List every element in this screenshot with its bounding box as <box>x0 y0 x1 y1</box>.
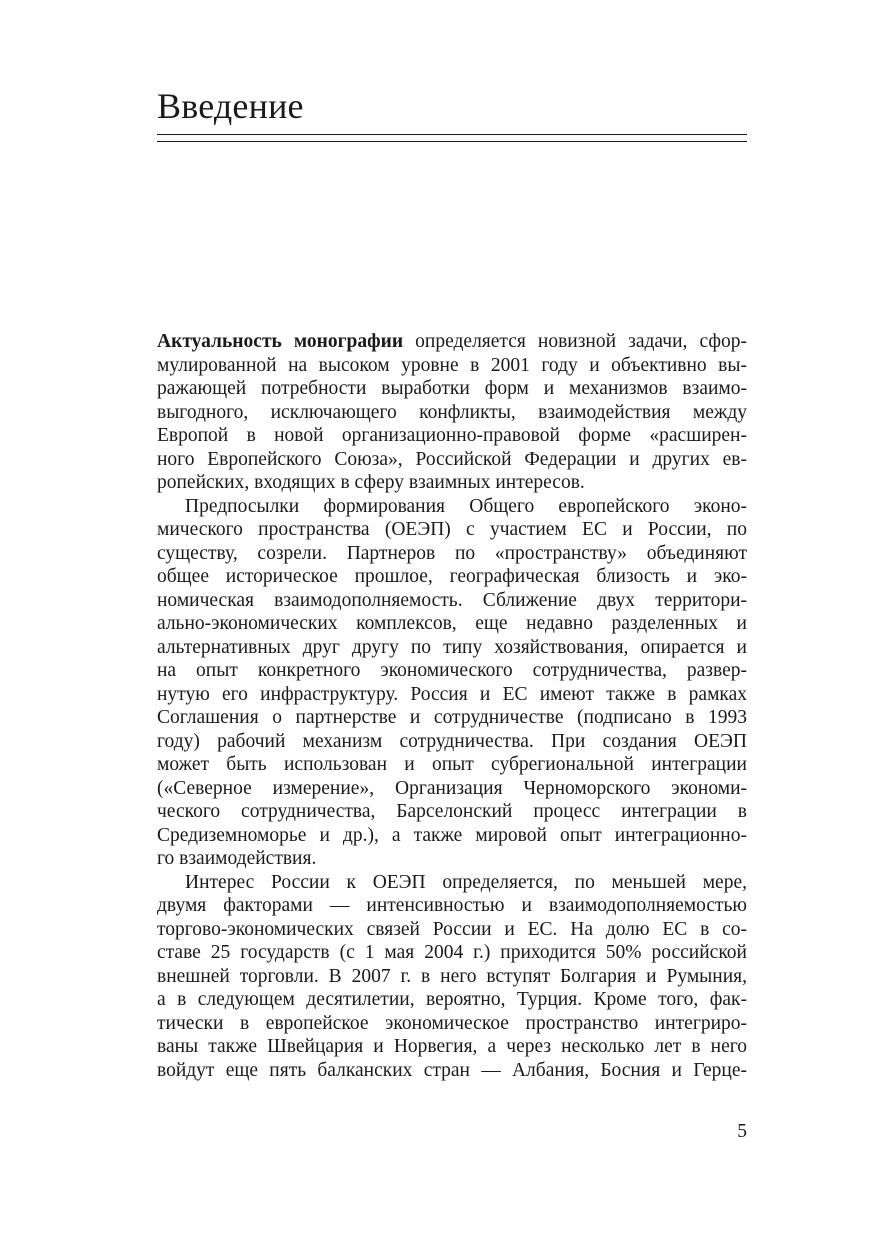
text-line: на опыт конкретного экономического сотрудничества, развер- <box>157 660 747 681</box>
text-line: номическая взаимодополняемость. Сближение двух территори- <box>157 589 747 611</box>
text-line: ного Европейского Союза», Российской Федерации и других ев- <box>157 448 747 470</box>
title-rule-top <box>157 134 747 135</box>
paragraph-3 <box>157 871 747 1083</box>
paragraph-2 <box>157 495 747 871</box>
text-line: торгово-экономических связей России и ЕС. На долю ЕС в со- <box>157 918 747 940</box>
text-line: ропейских, входящих в сферу взаимных интересов. <box>157 472 585 493</box>
text-line: ческого сотрудничества, Барселонский процесс интеграции в <box>157 801 747 822</box>
text-line: мического пространства (ОЕЭП) с участием ЕС и России, по <box>157 519 747 540</box>
chapter-title: Введение <box>157 86 304 126</box>
text-line: Интерес России к ОЕЭП определяется, по меньшей мере, <box>185 871 747 893</box>
text-line: а в следующем десятилетии, вероятно, Турция. Кроме того, фак- <box>157 989 747 1010</box>
text-line: Соглашения о партнерстве и сотрудничестве (подписано в 1993 <box>157 707 747 728</box>
text-line: Средиземноморье и др.), а также мировой опыт интеграционно- <box>157 824 747 846</box>
text-line: («Северное измерение», Организация Черноморского экономи- <box>157 777 747 799</box>
text-line: существу, созрели. Партнеров по «пространству» объединяют <box>157 542 747 564</box>
text-line: Европой в новой организационно-правовой форме «расширен- <box>157 425 747 446</box>
text-line: тически в европейское экономическое пространство интегриро- <box>157 1012 747 1034</box>
text-line: году) рабочий механизм сотрудничества. При создания ОЕЭП <box>157 730 747 752</box>
paragraph-1 <box>157 330 747 495</box>
text-line: ваны также Швейцария и Норвегия, а через несколько лет в него <box>157 1036 747 1057</box>
text-line: ражающей потребности выработки форм и механизмов взаимо- <box>157 378 747 399</box>
page-number: 5 <box>737 1121 747 1142</box>
text-line: войдут еще пять балканских стран — Албания, Босния и Герце- <box>157 1059 747 1081</box>
body-text <box>157 330 747 1082</box>
text-line: внешней торговли. В 2007 г. в него вступят Болгария и Румыния, <box>157 965 747 987</box>
text-line: может быть использован и опыт субрегиональной интеграции <box>157 754 747 775</box>
text-line: Предпосылки формирования Общего европейского эконо- <box>185 495 747 517</box>
title-rule-bottom <box>157 141 747 142</box>
bold-lead: Актуальность монографии <box>157 331 404 352</box>
text-line: альтернативных друг другу по типу хозяйствования, опирается и <box>157 636 747 658</box>
text-line: мулированной на высоком уровне в 2001 году и объективно вы- <box>157 354 747 376</box>
text-line: ставе 25 государств (с 1 мая 2004 г.) приходится 50% российской <box>157 942 747 963</box>
text-line: го взаимодействия. <box>157 848 317 869</box>
text-line: Актуальность монографии определяется новизной задачи, сфор- <box>157 331 747 352</box>
text-line: ально-экономических комплексов, еще недавно разделенных и <box>157 613 747 634</box>
text-line: двумя факторами — интенсивностью и взаимодополняемостью <box>157 895 747 916</box>
text-line: нутую его инфраструктуру. Россия и ЕС имеют также в рамках <box>157 683 747 705</box>
text-line: общее историческое прошлое, географическая близость и эко- <box>157 566 747 587</box>
text-line: выгодного, исключающего конфликты, взаимодействия между <box>157 401 747 423</box>
